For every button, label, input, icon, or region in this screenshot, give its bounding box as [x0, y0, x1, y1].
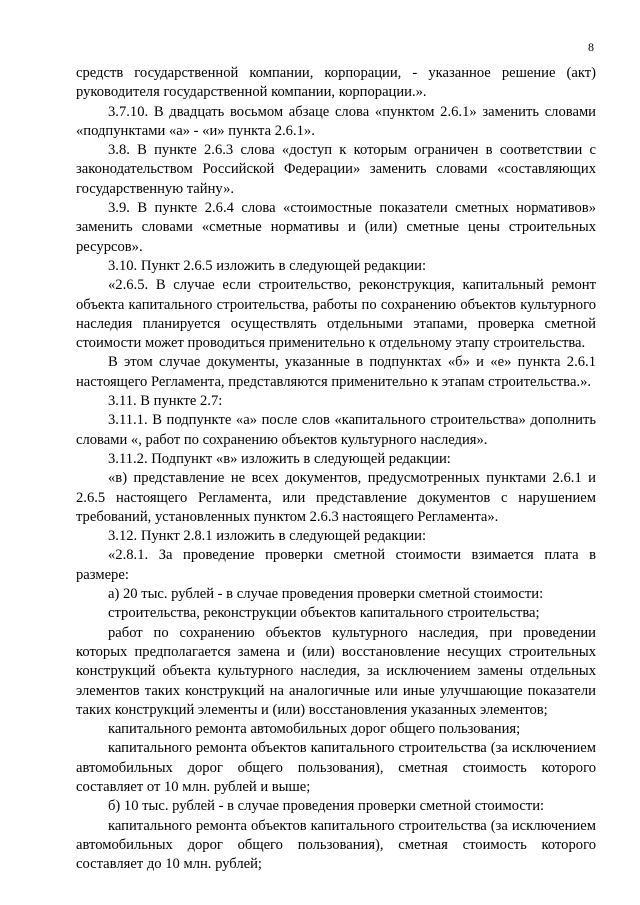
- paragraph-3-11-2: 3.11.2. Подпункт «в» изложить в следующей редакции:: [108, 450, 451, 467]
- paragraph-2-6-5-documents: В этом случае документы, указанные в подпунктах «б» и «е» пункта 2.6.1 настоящего Регламента, представляются применительно к этапам строительства.».: [76, 354, 596, 390]
- paragraph-3-12: 3.12. Пункт 2.8.1 изложить в следующей редакции:: [108, 528, 427, 545]
- paragraph-fee-a-heritage: работ по сохранению объектов культурного наследия, при проведении которых предполагается замена и (или) восстановление несущих строительных конструкций объекта культурного наследия, за исключением замены отдельных элементов таких конструкций на аналогичные или иные улучшающие показатели таких конструкций элементы и (или) восстановления указанных элементов;: [76, 624, 596, 718]
- paragraph-2-6-5: «2.6.5. В случае если строительство, реконструкция, капитальный ремонт объекта капитального строительства, работы по сохранению объектов культурного наследия планируется осуществлять отдельными этапами, проверка сметной стоимости может проводиться применительно к отдельному этапу строительства.: [76, 277, 596, 352]
- paragraph-3-9: 3.9. В пункте 2.6.4 слова «стоимостные показатели сметных нормативов» заменить словами «сметные нормативы и (или) сметные цены строительных ресурсов».: [76, 200, 596, 255]
- paragraph-3-11: 3.11. В пункте 2.7:: [108, 393, 223, 410]
- paragraph-fee-a-repair: капитального ремонта объектов капитального строительства (за исключением автомобильных дорог общего пользования), сметная стоимость которого составляет от 10 млн. рублей и выше;: [76, 740, 596, 795]
- paragraph-subitem-v: «в) представление не всех документов, предусмотренных пунктами 2.6.1 и 2.6.5 настоящего Регламента, или представление документов с нарушением требований, установленных пунктом 2.6.3 настоящего Регламента».: [76, 470, 596, 525]
- document-body: [76, 64, 596, 874]
- paragraph-3-7-10: 3.7.10. В двадцать восьмом абзаце слова «пунктом 2.6.1» заменить словами «подпунктами «а» - «и» пункта 2.6.1».: [76, 103, 596, 139]
- paragraph-3-8: 3.8. В пункте 2.6.3 слова «доступ к которым ограничен в соответствии с законодательством Российской Федерации» заменить словами «составляющих государственную тайну».: [76, 142, 596, 197]
- paragraph-2-8-1: «2.8.1. За проведение проверки сметной стоимости взимается плата в размере:: [76, 547, 596, 583]
- paragraph-fee-b-repair: капитального ремонта объектов капитального строительства (за исключением автомобильных дорог общего пользования), сметная стоимость которого составляет до 10 млн. рублей;: [76, 817, 596, 873]
- paragraph-fee-b: б) 10 тыс. рублей - в случае проведения проверки сметной стоимости:: [108, 798, 545, 815]
- paragraph-3-10: 3.10. Пункт 2.6.5 изложить в следующей редакции:: [108, 257, 427, 274]
- paragraph-fee-a-roads: капитального ремонта автомобильных дорог общего пользования;: [108, 721, 521, 738]
- page-number: 8: [588, 40, 594, 54]
- paragraph-fee-a-construction: строительства, реконструкции объектов капитального строительства;: [108, 605, 540, 622]
- paragraph-continuation: средств государственной компании, корпорации, - указанное решение (акт) руководителя государственной компании, корпорации.».: [76, 65, 596, 101]
- paragraph-3-11-1: 3.11.1. В подпункте «а» после слов «капитального строительства» дополнить словами «, работ по сохранению объектов культурного наследия».: [76, 412, 596, 448]
- paragraph-fee-a: а) 20 тыс. рублей - в случае проведения проверки сметной стоимости:: [108, 586, 544, 603]
